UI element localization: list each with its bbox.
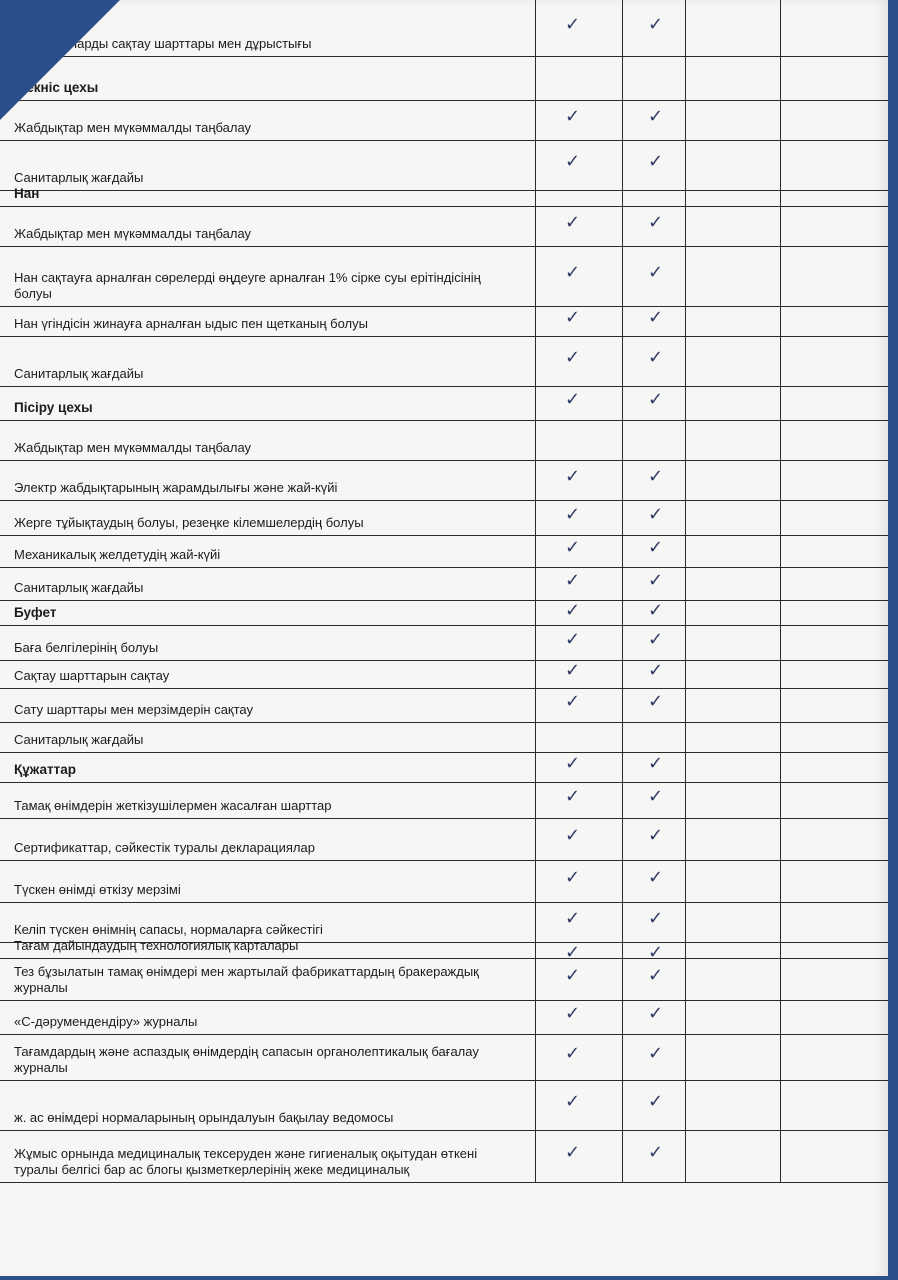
column-divider <box>535 688 536 722</box>
column-divider <box>685 306 686 336</box>
column-divider <box>685 782 686 818</box>
column-divider <box>535 140 536 190</box>
column-divider <box>780 306 781 336</box>
column-divider <box>780 100 781 140</box>
column-divider <box>780 600 781 625</box>
column-divider <box>622 386 623 420</box>
table-row <box>0 206 888 247</box>
column-divider <box>535 336 536 386</box>
column-divider <box>622 535 623 567</box>
check-mark: ✓ <box>565 151 581 172</box>
column-divider <box>535 782 536 818</box>
check-mark: ✓ <box>565 569 581 591</box>
table-row <box>0 535 888 568</box>
column-divider <box>535 0 536 56</box>
column-divider <box>622 902 623 942</box>
table-row <box>0 1130 888 1183</box>
check-mark: ✓ <box>648 347 664 368</box>
column-divider <box>535 625 536 660</box>
column-divider <box>622 306 623 336</box>
check-mark: ✓ <box>648 389 664 410</box>
column-divider <box>685 420 686 460</box>
section-row <box>0 600 888 626</box>
column-divider <box>535 1034 536 1080</box>
page-edge <box>0 1276 888 1280</box>
column-divider <box>535 1080 536 1130</box>
row-label: Сақтау шарттарын сақтау <box>14 668 170 683</box>
column-divider <box>685 942 686 958</box>
column-divider <box>780 752 781 782</box>
check-mark: ✓ <box>648 1043 664 1064</box>
table-row <box>0 0 888 57</box>
table-row <box>0 100 888 141</box>
column-divider <box>780 782 781 818</box>
column-divider <box>685 660 686 688</box>
column-divider <box>780 336 781 386</box>
column-divider <box>685 500 686 535</box>
check-mark: ✓ <box>648 1003 664 1024</box>
column-divider <box>780 500 781 535</box>
table-row <box>0 567 888 601</box>
check-mark: ✓ <box>648 1142 664 1163</box>
column-divider <box>622 942 623 958</box>
row-label: Электр жабдықтарының жарамдылығы және жай-күйі <box>14 480 338 495</box>
section-title: Жекніс цехы <box>14 80 99 95</box>
column-divider <box>622 660 623 688</box>
column-divider <box>622 567 623 600</box>
column-divider <box>685 818 686 860</box>
column-divider <box>780 56 781 100</box>
column-divider <box>685 190 686 206</box>
column-divider <box>535 56 536 100</box>
column-divider <box>622 782 623 818</box>
check-mark: ✓ <box>565 965 581 986</box>
column-divider <box>780 660 781 688</box>
check-mark: ✓ <box>648 14 664 35</box>
column-divider <box>780 246 781 306</box>
check-mark: ✓ <box>565 503 581 525</box>
row-label: Баға белгілерінің болуы <box>14 640 159 655</box>
check-mark: ✓ <box>648 628 664 650</box>
column-divider <box>535 1000 536 1034</box>
check-mark: ✓ <box>648 212 664 233</box>
check-mark: ✓ <box>648 908 664 929</box>
check-mark: ✓ <box>565 942 581 963</box>
check-mark: ✓ <box>565 262 581 283</box>
row-label: Жабдықтар мен мүкәммалды таңбалау <box>14 120 252 135</box>
column-divider <box>685 206 686 246</box>
column-divider <box>780 0 781 56</box>
column-divider <box>622 100 623 140</box>
section-row <box>0 56 888 101</box>
column-divider <box>780 1080 781 1130</box>
row-label: Санитарлық жағдайы <box>14 366 144 381</box>
section-title: Пісіру цехы <box>14 400 93 415</box>
column-divider <box>685 625 686 660</box>
column-divider <box>780 818 781 860</box>
check-mark: ✓ <box>565 753 581 774</box>
folded-corner <box>0 0 120 120</box>
row-label: Сертификаттар, сәйкестік туралы декларациялар <box>14 840 315 855</box>
row-label: Тамақ өнімдерін жеткізушілермен жасалған шарттар <box>14 798 332 813</box>
check-mark: ✓ <box>565 600 581 621</box>
check-mark: ✓ <box>648 466 664 487</box>
row-label: Жабдықтар мен мүкәммалды таңбалау <box>14 440 252 455</box>
row-label: Жабдықтар мен мүкәммалды таңбалау <box>14 226 252 241</box>
column-divider <box>685 1034 686 1080</box>
table-row <box>0 420 888 461</box>
column-divider <box>622 420 623 460</box>
row-label: Жерге тұйықтаудың болуы, резеңке кілемшелердің болуы <box>14 515 364 530</box>
column-divider <box>685 246 686 306</box>
column-divider <box>535 386 536 420</box>
table-row <box>0 660 888 689</box>
column-divider <box>535 246 536 306</box>
section-row <box>0 752 888 783</box>
column-divider <box>622 190 623 206</box>
column-divider <box>780 942 781 958</box>
column-divider <box>535 1130 536 1182</box>
table-row <box>0 1080 888 1131</box>
column-divider <box>535 722 536 752</box>
check-mark: ✓ <box>565 307 581 328</box>
check-mark: ✓ <box>565 1003 581 1024</box>
column-divider <box>780 420 781 460</box>
table-row <box>0 1034 888 1081</box>
column-divider <box>622 958 623 1000</box>
check-mark: ✓ <box>565 867 581 888</box>
column-divider <box>780 1130 781 1182</box>
column-divider <box>685 567 686 600</box>
column-divider <box>622 336 623 386</box>
column-divider <box>535 818 536 860</box>
column-divider <box>535 535 536 567</box>
check-mark: ✓ <box>565 1091 581 1112</box>
column-divider <box>622 688 623 722</box>
check-mark: ✓ <box>565 786 581 807</box>
column-divider <box>685 100 686 140</box>
table-row <box>0 860 888 903</box>
table-row <box>0 938 888 963</box>
column-divider <box>780 567 781 600</box>
column-divider <box>685 752 686 782</box>
section-row <box>0 186 888 207</box>
row-label: Тез бұзылатын тамақ өнімдері мен жартылай фабрикаттардың бракераждық журналы <box>14 964 479 995</box>
column-divider <box>622 56 623 100</box>
column-divider <box>535 206 536 246</box>
check-mark: ✓ <box>648 867 664 888</box>
column-divider <box>535 460 536 500</box>
check-mark: ✓ <box>648 106 664 127</box>
column-divider <box>535 567 536 600</box>
row-label: Келіп түскен өнімнің сапасы, нормаларға сәйкестігі <box>14 922 323 937</box>
check-mark: ✓ <box>648 825 664 846</box>
row-label: Нан сақтауға арналған сөрелерді өңдеуге арналған 1% сірке суы ерітіндісінің болуы <box>14 270 481 301</box>
column-divider <box>685 1130 686 1182</box>
check-mark: ✓ <box>648 965 664 986</box>
section-row <box>0 386 888 421</box>
row-label: Тағамдардың және аспаздық өнімдердің сапасын органолептикалық бағалау журналы <box>14 1044 479 1075</box>
column-divider <box>622 625 623 660</box>
column-divider <box>622 1080 623 1130</box>
check-mark: ✓ <box>565 1142 581 1163</box>
column-divider <box>780 535 781 567</box>
check-mark: ✓ <box>565 1043 581 1064</box>
column-divider <box>780 722 781 752</box>
table-row <box>0 722 888 753</box>
column-divider <box>685 600 686 625</box>
column-divider <box>685 688 686 722</box>
table-row <box>0 246 888 307</box>
check-mark: ✓ <box>565 466 581 487</box>
column-divider <box>685 56 686 100</box>
column-divider <box>622 140 623 190</box>
column-divider <box>622 818 623 860</box>
check-mark: ✓ <box>648 307 664 328</box>
column-divider <box>622 1000 623 1034</box>
section-title: Құжаттар <box>14 762 76 777</box>
row-label: «С-дәрумендендіру» журналы <box>14 1014 198 1029</box>
section-title: Буфет <box>14 605 57 620</box>
check-mark: ✓ <box>648 942 664 963</box>
row-label: Жұмыс орнында медициналық тексеруден және гигиеналық оқытудан өткені туралы белгісі бар ас блогы қызметкерлерінің жеке медициналық <box>14 1146 478 1177</box>
row-label: Механикалық желдетудің жай-күйі <box>14 547 221 562</box>
column-divider <box>685 860 686 902</box>
column-divider <box>780 140 781 190</box>
column-divider <box>535 420 536 460</box>
table-row <box>0 688 888 723</box>
column-divider <box>622 500 623 535</box>
column-divider <box>780 625 781 660</box>
check-mark: ✓ <box>565 212 581 233</box>
column-divider <box>622 860 623 902</box>
column-divider <box>622 600 623 625</box>
column-divider <box>622 1034 623 1080</box>
column-divider <box>780 688 781 722</box>
check-mark: ✓ <box>648 691 664 712</box>
column-divider <box>622 246 623 306</box>
row-label: Нан үгіндісін жинауға арналған ыдыс пен щетканың болуы <box>14 316 368 331</box>
check-mark: ✓ <box>648 1091 664 1112</box>
check-mark: ✓ <box>648 660 664 681</box>
column-divider <box>622 1130 623 1182</box>
section-title: Нан <box>14 186 40 201</box>
check-mark: ✓ <box>565 14 581 35</box>
table-row <box>0 818 888 861</box>
check-mark: ✓ <box>565 825 581 846</box>
column-divider <box>685 140 686 190</box>
table-row <box>0 336 888 387</box>
check-mark: ✓ <box>648 786 664 807</box>
column-divider <box>622 460 623 500</box>
check-mark: ✓ <box>648 569 664 591</box>
column-divider <box>535 902 536 942</box>
check-mark: ✓ <box>648 151 664 172</box>
column-divider <box>535 306 536 336</box>
check-mark: ✓ <box>565 660 581 681</box>
check-mark: ✓ <box>648 537 664 558</box>
table-row <box>0 500 888 536</box>
table-row <box>0 1000 888 1035</box>
check-mark: ✓ <box>648 753 664 774</box>
column-divider <box>535 100 536 140</box>
check-mark: ✓ <box>565 106 581 127</box>
table-row <box>0 460 888 501</box>
column-divider <box>780 1034 781 1080</box>
column-divider <box>780 958 781 1000</box>
check-mark: ✓ <box>648 600 664 621</box>
check-mark: ✓ <box>648 262 664 283</box>
row-label: Санитарлық жағдайы <box>14 732 144 747</box>
column-divider <box>780 1000 781 1034</box>
table-row <box>0 140 888 191</box>
column-divider <box>535 752 536 782</box>
row-label: ж. ас өнімдері нормаларының орындалуын бақылау ведомосы <box>14 1110 394 1125</box>
column-divider <box>685 1080 686 1130</box>
table-row <box>0 902 888 943</box>
check-mark: ✓ <box>565 347 581 368</box>
check-mark: ✓ <box>565 628 581 650</box>
column-divider <box>685 336 686 386</box>
table-row <box>0 625 888 661</box>
row-label: Санитарлық жағдайы <box>14 580 144 595</box>
column-divider <box>535 958 536 1000</box>
check-mark: ✓ <box>565 537 581 558</box>
row-label: Тағам дайындаудың технологиялық карталары <box>14 938 299 953</box>
column-divider <box>685 958 686 1000</box>
column-divider <box>535 860 536 902</box>
column-divider <box>622 752 623 782</box>
row-label: Санитарлық жағдайы <box>14 170 144 185</box>
column-divider <box>685 460 686 500</box>
column-divider <box>535 190 536 206</box>
check-mark: ✓ <box>648 503 664 525</box>
column-divider <box>780 902 781 942</box>
column-divider <box>535 942 536 958</box>
table-row <box>0 782 888 819</box>
column-divider <box>685 722 686 752</box>
column-divider <box>780 460 781 500</box>
column-divider <box>685 1000 686 1034</box>
column-divider <box>685 386 686 420</box>
check-mark: ✓ <box>565 908 581 929</box>
row-label: ...ғанымаларды сақтау шарттары мен дұрыстығы <box>14 36 312 51</box>
table-row <box>0 958 888 1001</box>
column-divider <box>622 722 623 752</box>
column-divider <box>780 860 781 902</box>
column-divider <box>685 902 686 942</box>
table-row <box>0 306 888 337</box>
column-divider <box>622 0 623 56</box>
column-divider <box>622 206 623 246</box>
column-divider <box>535 600 536 625</box>
check-mark: ✓ <box>565 691 581 712</box>
column-divider <box>685 535 686 567</box>
column-divider <box>780 386 781 420</box>
column-divider <box>780 206 781 246</box>
column-divider <box>780 190 781 206</box>
row-label: Сату шарттары мен мерзімдерін сақтау <box>14 702 254 717</box>
column-divider <box>535 660 536 688</box>
check-mark: ✓ <box>565 389 581 410</box>
column-divider <box>685 0 686 56</box>
column-divider <box>535 500 536 535</box>
row-label: Түскен өнімді өткізу мерзімі <box>14 882 181 897</box>
